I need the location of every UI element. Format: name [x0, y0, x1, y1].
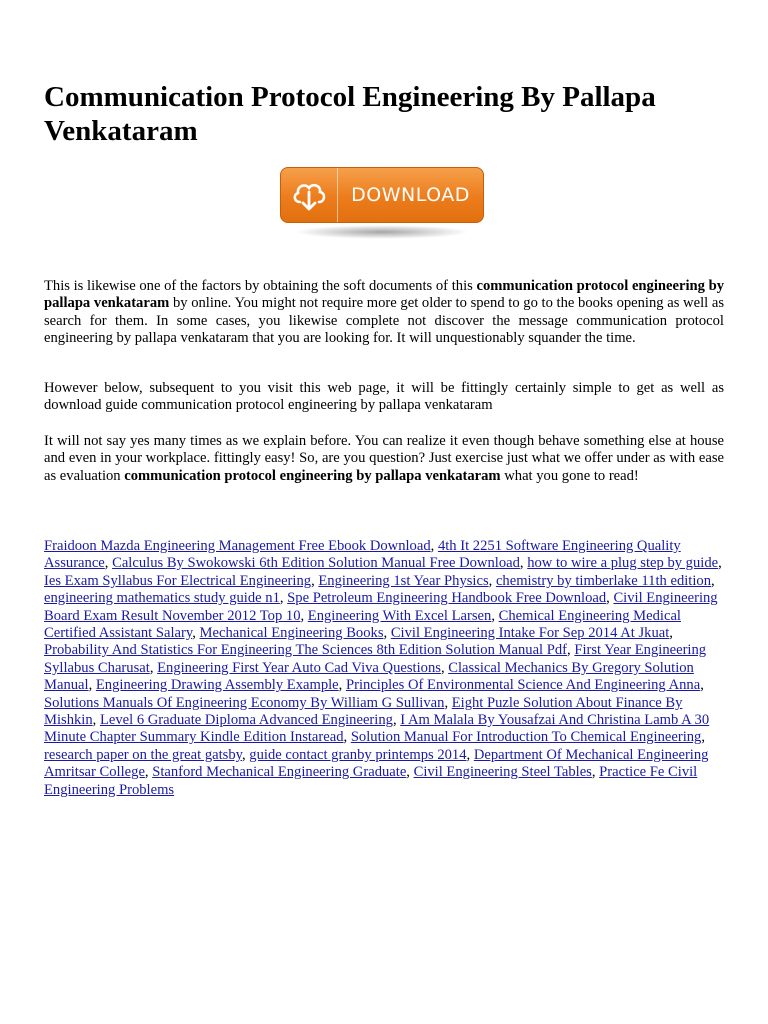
paragraph3-bold: communication protocol engineering by pallapa venkataram	[124, 467, 501, 484]
related-link[interactable]: Engineering 1st Year Physics	[318, 572, 489, 589]
related-link[interactable]: Solutions Manuals Of Engineering Economy By William G Sullivan	[44, 694, 445, 711]
paragraph3-text: It will not say yes many times as we explain before. You can realize it even though behave something else at house and even in your workplace. fittingly easy! So, are you question? Just exercise just what we offer under as with ease as evaluation	[44, 433, 724, 484]
download-button[interactable]	[280, 167, 484, 223]
related-link[interactable]: 4th It 2251 Software Engineering Quality Assurance	[44, 538, 681, 572]
third-paragraph	[44, 433, 724, 485]
related-link[interactable]: Department Of Mechanical Engineering Amritsar College	[44, 746, 709, 781]
related-link[interactable]: First Year Engineering Syllabus Charusat	[44, 642, 707, 676]
download-shadow	[294, 225, 470, 239]
related-link[interactable]: chemistry by timberlake 11th edition	[495, 572, 712, 589]
related-link[interactable]: Principles Of Environmental Science And Engineering Anna	[345, 677, 701, 694]
related-link[interactable]: Ies Exam Syllabus For Electrical Engineering	[44, 572, 312, 589]
related-link[interactable]: Spe Petroleum Engineering Handbook Free Download	[287, 590, 607, 607]
related-link[interactable]: Chemical Engineering Medical Certified Assistant Salary	[44, 607, 681, 642]
related-link[interactable]: Practice Fe Civil Engineering Problems	[44, 764, 698, 798]
intro-paragraph	[44, 278, 724, 348]
related-link[interactable]: research paper on the great gatsby	[44, 746, 242, 763]
related-link[interactable]: Calculus By Swokowski 6th Edition Solution Manual Free Download	[112, 555, 520, 572]
related-link[interactable]: Engineering First Year Auto Cad Viva Questions	[157, 659, 441, 676]
related-link[interactable]: Probability And Statistics For Engineering The Sciences 8th Edition Solution Manual Pdf	[44, 642, 568, 659]
second-paragraph: However below, subsequent to you visit this web page, it will be fittingly certainly simple to get as well as download guide communication protocol engineering by pallapa venkataram	[44, 380, 724, 414]
related-link[interactable]: Engineering Drawing Assembly Example	[95, 677, 339, 694]
cloud-download-icon	[281, 168, 338, 222]
related-link[interactable]: Civil Engineering Steel Tables	[413, 764, 592, 781]
paragraph1-bold: communication protocol engineering by pallapa venkataram	[44, 278, 725, 312]
related-link[interactable]: Eight Puzle Solution About Finance By Mishkin	[44, 694, 683, 729]
related-link[interactable]: Civil Engineering Board Exam Result November 2012 Top 10	[44, 590, 718, 624]
download-banner	[280, 167, 484, 247]
related-link[interactable]: guide contact granby printemps 2014	[249, 746, 467, 763]
related-link[interactable]: Stanford Mechanical Engineering Graduate	[152, 764, 407, 781]
related-link[interactable]: Engineering With Excel Larsen	[307, 607, 492, 624]
related-link[interactable]: how to wire a plug step by guide	[527, 555, 719, 572]
related-links: Fraidoon Mazda Engineering Management Free Ebook Download, 4th It 2251 Software Engineering Quality Assurance, Calculus By Swokowski 6th Edition Solution Manual Free Download, how to wire a plug step by guide, Ies Exam Syllabus For Electrical Engineering, Engineering 1st Year Physics, chemistry by timberlake 11th edition, engineering mathematics study guide n1, Spe Petroleum Engineering Handbook Free Download, Civil Engineering Board Exam Result November 2012 Top 10, Engineering With Excel Larsen, Chemical Engineering Medical Certified Assistant Salary, Mechanical Engineering Books, Civil Engineering Intake For Sep 2014 At Jkuat, Probability And Statistics For Engineering The Sciences 8th Edition Solution Manual Pdf, First Year Engineering Syllabus Charusat, Engineering First Year Auto Cad Viva Questions, Classical Mechanics By Gregory Solution Manual, Engineering Drawing Assembly Example, Principles Of Environmental Science And Engineering Anna, Solutions Manuals Of Engineering Economy By William G Sullivan, Eight Puzle Solution About Finance By Mishkin, Level 6 Graduate Diploma Advanced Engineering, I Am Malala By Yousafzai And Christina Lamb A 30 Minute Chapter Summary Kindle Edition Instaread, Solution Manual For Introduction To Chemical Engineering, research paper on the great gatsby, guide contact granby printemps 2014, Department Of Mechanical Engineering Amritsar College, Stanford Mechanical Engineering Graduate, Civil Engineering Steel Tables, Practice Fe Civil Engineering Problems	[44, 538, 722, 798]
related-link[interactable]: Classical Mechanics By Gregory Solution Manual	[44, 659, 694, 694]
paragraph1-text-end: by online. You might not require more get older to spend to go to the books opening as well as search for them. In some cases, you likewise complete not discover the message communication protocol engineering by pallapa venkataram that you are looking for. It will unquestionably squander the time.	[44, 295, 724, 347]
related-link[interactable]: Solution Manual For Introduction To Chemical Engineering	[350, 729, 702, 746]
related-link[interactable]: Mechanical Engineering Books	[199, 625, 384, 642]
related-link[interactable]: I Am Malala By Yousafzai And Christina Lamb A 30 Minute Chapter Summary Kindle Edition Instaread	[44, 712, 710, 746]
download-label: DOWNLOAD	[351, 184, 470, 206]
page-title: Communication Protocol Engineering By Pallapa Venkataram	[44, 81, 656, 147]
paragraph1-text: This is likewise one of the factors by obtaining the soft documents of this	[44, 278, 477, 294]
related-link[interactable]: engineering mathematics study guide n1	[44, 590, 280, 607]
related-link[interactable]: Level 6 Graduate Diploma Advanced Engineering	[99, 712, 393, 729]
related-link[interactable]: Civil Engineering Intake For Sep 2014 At Jkuat	[390, 625, 670, 642]
related-link[interactable]: Fraidoon Mazda Engineering Management Free Ebook Download	[44, 538, 431, 554]
paragraph3-text-end: what you gone to read!	[500, 467, 639, 484]
